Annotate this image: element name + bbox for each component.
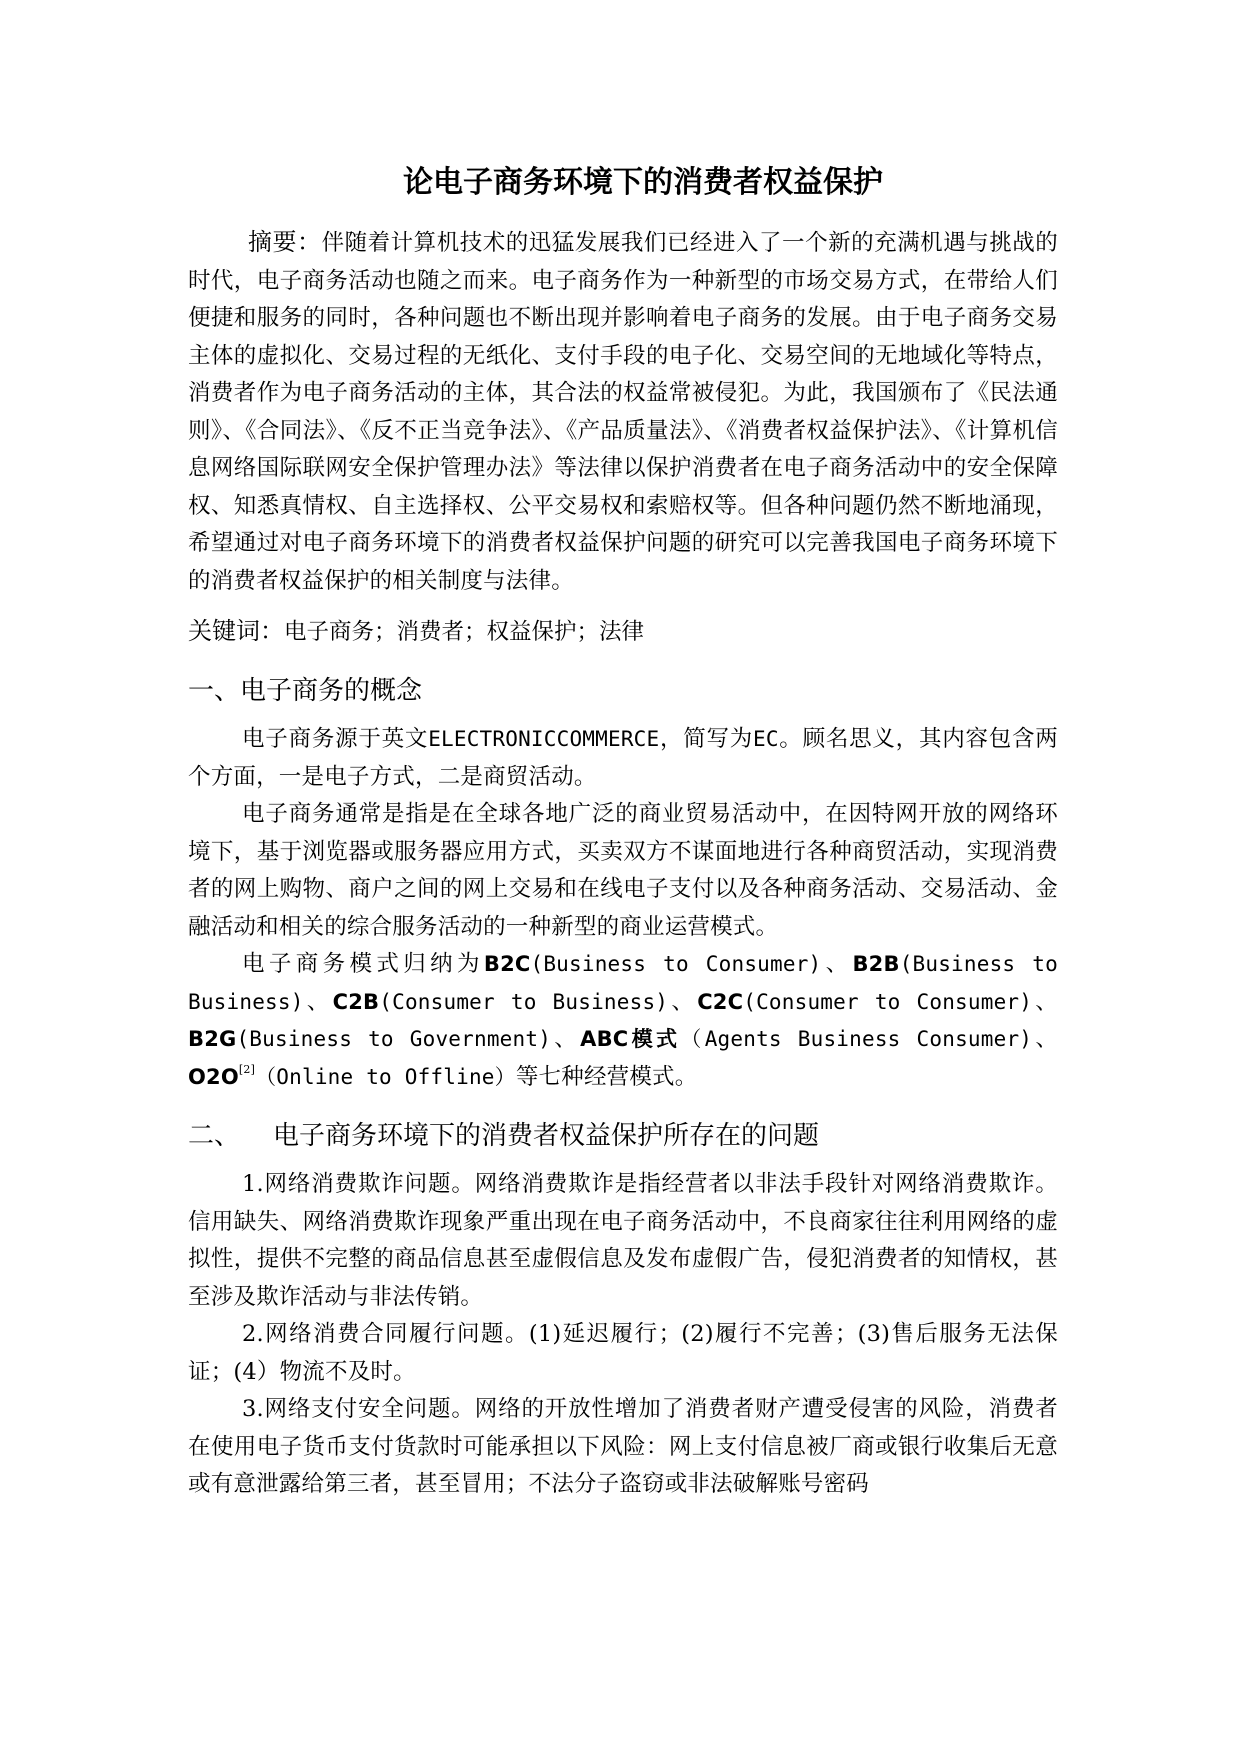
keywords-label: 关键词： (188, 617, 284, 645)
text-run: ELECTRONICCOMMERCE (428, 727, 660, 751)
paragraph (188, 721, 1058, 796)
separator: 、 (551, 1026, 581, 1052)
model-desc: （Online to Offline） (255, 1064, 516, 1089)
model-name: ABC模式 (580, 1027, 681, 1051)
model-desc: (Consumer to Business) (379, 989, 669, 1014)
text-run: 。顾名思义，其内容包含两个方面，一是电子方式，二是商贸活动。 (188, 726, 1058, 790)
model-name: B2G (188, 1027, 237, 1051)
text-run: 等七种经营模式。 (515, 1063, 698, 1090)
model-desc: (Business to Business) (188, 952, 1058, 1014)
section-number: 二、 (188, 1121, 241, 1151)
section-heading-2 (188, 1116, 1058, 1156)
model-name: B2C (483, 952, 531, 976)
separator: 、 (668, 988, 698, 1015)
model-name: C2B (332, 989, 380, 1014)
business-models-paragraph (188, 946, 1058, 1096)
text-run: 电子商务模式归纳为 (242, 951, 484, 977)
abstract-label: 摘要： (248, 228, 322, 256)
page-title: 论电子商务环境下的消费者权益保护 (403, 165, 883, 200)
abstract-paragraph (188, 224, 1058, 600)
model-desc: （Agents Business Consumer) (680, 1027, 1033, 1051)
section-heading-1 (188, 671, 1058, 711)
model-name: O2O (188, 1064, 239, 1089)
separator: 、 (821, 951, 853, 977)
text-run: EC (753, 727, 779, 751)
paragraph: 1.网络消费欺诈问题。网络消费欺诈是指经营者以非法手段针对网络消费欺诈。信用缺失、网络消费欺诈现象严重出现在电子商务活动中，不良商家往往利用网络的虚拟性，提供不完整的商品信息甚至虚假信息及发布虚假广告，侵犯消费者的知情权，甚至涉及欺诈活动与非法传销。 (188, 1171, 1058, 1310)
model-name: C2C (697, 989, 744, 1014)
separator: 、 (303, 988, 333, 1015)
model-name: B2B (852, 952, 900, 976)
text-run: 电子商务源于英文 (242, 726, 429, 752)
model-desc: (Business to Consumer) (530, 952, 822, 976)
separator: 、 (1032, 1026, 1059, 1052)
paragraph: 电子商务通常是指是在全球各地广泛的商业贸易活动中，在因特网开放的网络环境下，基于浏览器或服务器应用方式，买卖双方不谋面地进行各种商贸活动，实现消费者的网上购物、商户之间的网上交易和在线电子支付以及各种商务活动、交易活动、金融活动和相关的综合服务活动的一种新型的商业运营模式。 (188, 801, 1058, 940)
section-title: 电子商务环境下的消费者权益保护所存在的问题 (273, 1121, 820, 1151)
citation-superscript: [2] (238, 1062, 256, 1076)
model-desc: (Consumer to Consumer) (743, 989, 1033, 1014)
model-desc: (Business to Government) (236, 1027, 552, 1051)
document-body (188, 162, 1058, 1504)
separator: 、 (1032, 988, 1058, 1015)
keywords-text: 电子商务；消费者；权益保护；法律 (284, 619, 645, 645)
keywords-line (188, 612, 1058, 651)
section-title: 电子商务的概念 (240, 676, 423, 706)
section-number: 一、 (188, 676, 241, 706)
paragraph: 2.网络消费合同履行问题。(1)延迟履行；(2)履行不完善；(3)售后服务无法保证；(4）物流不及时。 (188, 1321, 1058, 1385)
text-run: ，简写为 (659, 726, 754, 752)
abstract-text: 伴随着计算机技术的迅猛发展我们已经进入了一个新的充满机遇与挑战的时代，电子商务活动也随之而来。电子商务作为一种新型的市场交易方式，在带给人们便捷和服务的同时，各种问题也不断出现并影响着电子商务的发展。由于电子商务交易主体的虚拟化、交易过程的无纸化、支付手段的电子化、交易空间的无地域化等特点，消费者作为电子商务活动的主体，其合法的权益常被侵犯。为此，我国颁布了《民法通则》、《合同法》、《反不正当竞争法》、《产品质量法》、《消费者权益保护法》、《计算机信息网络国际联网安全保护管理办法》等法律以保护消费者在电子商务活动中的安全保障权、知悉真情权、自主选择权、公平交易权和索赔权等。但各种问题仍然不断地涌现，希望通过对电子商务环境下的消费者权益保护问题的研究可以完善我国电子商务环境下的消费者权益保护的相关制度与法律。 (188, 230, 1058, 594)
paragraph: 3.网络支付安全问题。网络的开放性增加了消费者财产遭受侵害的风险，消费者在使用电子货币支付货款时可能承担以下风险：网上支付信息被厂商或银行收集后无意或有意泄露给第三者，甚至冒用；不法分子盗窃或非法破解账号密码 (188, 1396, 1058, 1497)
